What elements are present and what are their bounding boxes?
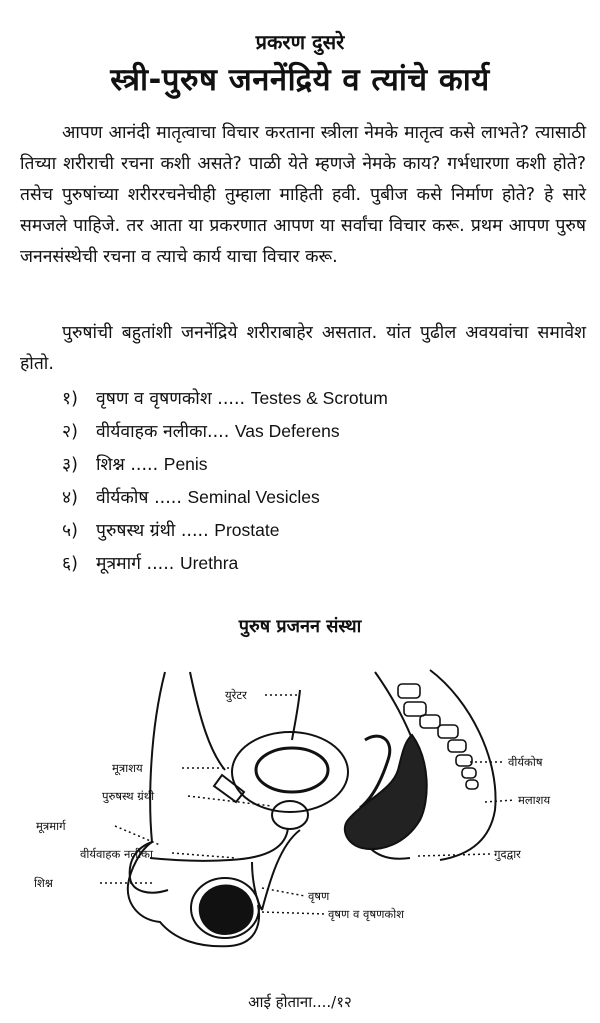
list-number: ५) bbox=[62, 521, 78, 541]
abdomen-outline bbox=[430, 670, 496, 860]
organ-marathi: वीर्यकोष ..... bbox=[96, 488, 182, 508]
organ-marathi: वृषण व वृषणकोश ..... bbox=[96, 389, 246, 409]
organ-english: Seminal Vesicles bbox=[187, 487, 320, 507]
label-rectum: मलाशय bbox=[518, 793, 551, 807]
label-ureter: युरेटर bbox=[225, 688, 247, 702]
organ-english: Penis bbox=[163, 454, 208, 474]
reproductive-system-diagram bbox=[0, 645, 600, 975]
organ-list bbox=[62, 382, 582, 580]
pubic-bone bbox=[214, 775, 244, 802]
organ-english: Urethra bbox=[179, 553, 239, 573]
chapter-heading: प्रकरण दुसरे bbox=[255, 30, 345, 54]
organs-paragraph: पुरुषांची बहुतांशी जननेंद्रिये शरीराबाहेर असतात. यांत पुढील अवयवांचा समावेश होतो. bbox=[20, 323, 586, 374]
vas-deferens-tube bbox=[252, 830, 300, 910]
label-bladder: मूत्राशय bbox=[112, 761, 143, 775]
page-footer: आई होताना..../१२ bbox=[248, 993, 352, 1011]
label-seminal-vesicle: वीर्यकोष bbox=[508, 755, 543, 769]
organ-english: Vas Deferens bbox=[234, 421, 340, 441]
label-testis: वृषण bbox=[308, 889, 330, 903]
diagram-title: पुरुष प्रजनन संस्था bbox=[238, 616, 362, 637]
list-number: १) bbox=[62, 389, 78, 409]
thigh-outline bbox=[190, 672, 225, 770]
list-item bbox=[62, 382, 582, 415]
prostate-shape bbox=[272, 801, 308, 829]
list-number: २) bbox=[62, 422, 78, 442]
list-item bbox=[62, 514, 582, 547]
organ-marathi: शिश्न ..... bbox=[96, 455, 159, 475]
label-scrotum: वृषण व वृषणकोश bbox=[328, 907, 405, 921]
label-urethra: मूत्रमार्ग bbox=[36, 819, 66, 833]
organ-marathi: पुरुषस्थ ग्रंथी ..... bbox=[96, 521, 209, 541]
rectum-shape bbox=[345, 735, 427, 849]
label-vas-deferens: वीर्यवाहक नलीका bbox=[80, 847, 153, 861]
label-prostate: पुरुषस्थ ग्रंथी bbox=[102, 789, 155, 803]
label-penis: शिश्न bbox=[34, 876, 53, 890]
list-item bbox=[62, 448, 582, 481]
organ-marathi: मूत्रमार्ग ..... bbox=[96, 554, 175, 574]
organ-english: Prostate bbox=[214, 520, 280, 540]
list-number: ४) bbox=[62, 488, 78, 508]
urethra-tube bbox=[150, 828, 288, 861]
testis-shape bbox=[200, 885, 253, 934]
list-item bbox=[62, 481, 582, 514]
label-anus: गुदद्वार bbox=[494, 847, 521, 861]
list-item bbox=[62, 415, 582, 448]
organ-marathi: वीर्यवाहक नलीका.... bbox=[96, 422, 230, 442]
list-number: ६) bbox=[62, 554, 78, 574]
intro-paragraph: आपण आनंदी मातृत्वाचा विचार करताना स्त्रीला नेमके मातृत्व कसे लाभते? त्यासाठी तिच्या शरीराची रचना कशी असते? पाळी येते म्हणजे नेमके काय? गर्भधारणा कशी होते? तसेच पुरुषांच्या शरीररचनेचीही तुम्हाला माहिती हवी. पुबीज कसे निर्माण होते? हे सारे समजले पाहिजे. तर आता या प्रकरणात आपण या सर्वांचा विचार करू. प्रथम आपण पुरुष जननसंस्थेची रचना व त्याचे कार्य याचा विचार करू. bbox=[20, 123, 586, 267]
list-number: ३) bbox=[62, 455, 78, 475]
organ-english: Testes & Scrotum bbox=[250, 388, 388, 408]
list-item bbox=[62, 547, 582, 580]
page-title: स्त्री-पुरुष जननेंद्रिये व त्यांचे कार्य bbox=[110, 62, 490, 98]
bladder-inner bbox=[256, 748, 328, 792]
